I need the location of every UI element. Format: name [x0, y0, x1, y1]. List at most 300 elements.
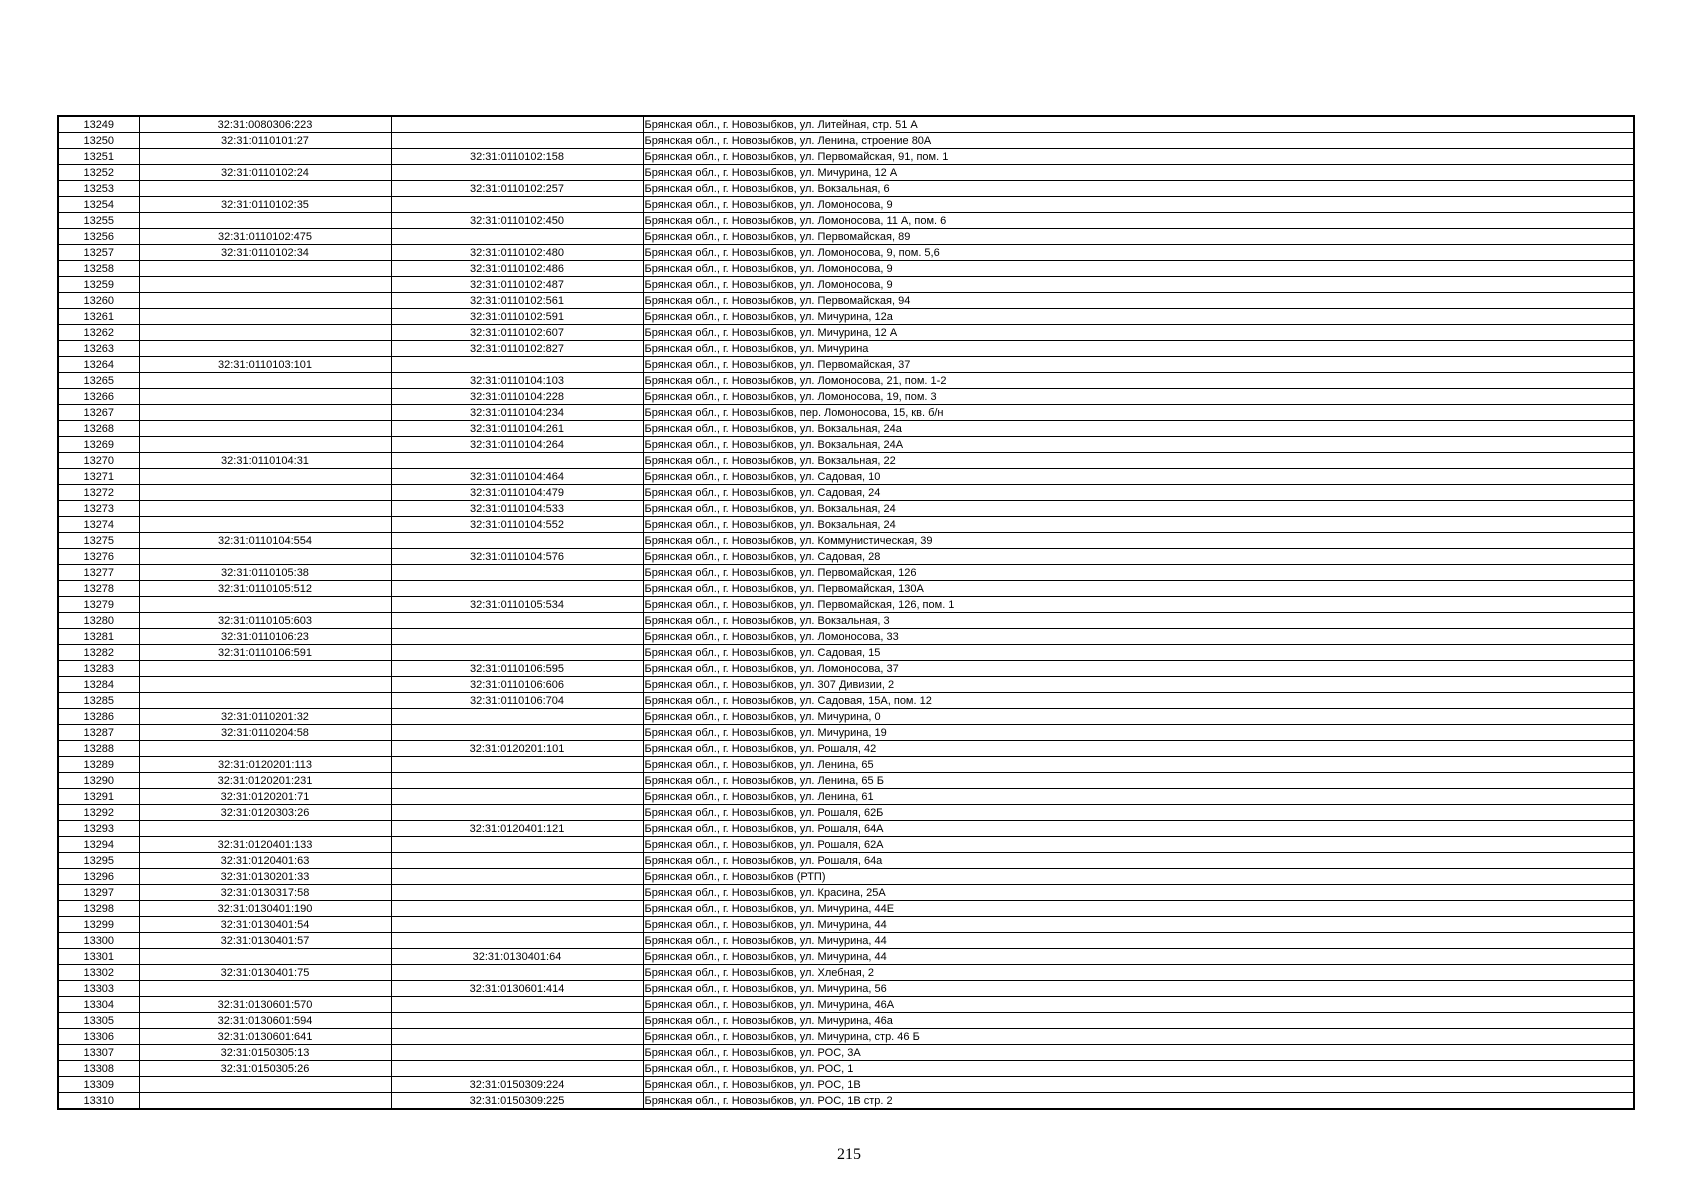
table-row — [58, 229, 1634, 245]
address-cell: Брянская обл., г. Новозыбков, ул. Садовая, 28 — [643, 549, 1634, 565]
cadastral-number-cell — [139, 485, 391, 501]
address-cell: Брянская обл., г. Новозыбков, ул. Первомайская, 91, пом. 1 — [643, 149, 1634, 165]
cadastral-number-2-cell — [391, 357, 643, 373]
row-number-cell: 13255 — [58, 213, 139, 229]
cadastral-number-2-cell — [391, 869, 643, 885]
table-row — [58, 869, 1634, 885]
table-row — [58, 293, 1634, 309]
row-number-cell: 13266 — [58, 389, 139, 405]
row-number-cell: 13297 — [58, 885, 139, 901]
row-number-cell: 13268 — [58, 421, 139, 437]
address-cell: Брянская обл., г. Новозыбков, ул. Вокзальная, 6 — [643, 181, 1634, 197]
cadastral-number-2-cell: 32:31:0110102:480 — [391, 245, 643, 261]
cadastral-number-cell — [139, 549, 391, 565]
table-row — [58, 725, 1634, 741]
cadastral-number-cell — [139, 373, 391, 389]
row-number-cell: 13269 — [58, 437, 139, 453]
cadastral-number-cell: 32:31:0130401:57 — [139, 933, 391, 949]
row-number-cell: 13290 — [58, 773, 139, 789]
address-cell: Брянская обл., г. Новозыбков, ул. Мичурина, стр. 46 Б — [643, 1029, 1634, 1045]
registry-table — [57, 115, 1635, 1110]
address-cell: Брянская обл., г. Новозыбков (РТП) — [643, 869, 1634, 885]
row-number-cell: 13271 — [58, 469, 139, 485]
cadastral-number-cell: 32:31:0110201:32 — [139, 709, 391, 725]
table-row — [58, 213, 1634, 229]
cadastral-number-cell — [139, 501, 391, 517]
cadastral-number-cell — [139, 309, 391, 325]
table-row — [58, 885, 1634, 901]
address-cell: Брянская обл., г. Новозыбков, ул. Ленина, 65 — [643, 757, 1634, 773]
row-number-cell: 13256 — [58, 229, 139, 245]
table-row — [58, 1061, 1634, 1077]
table-row — [58, 821, 1634, 837]
cadastral-number-2-cell: 32:31:0120401:121 — [391, 821, 643, 837]
table-row — [58, 645, 1634, 661]
address-cell: Брянская обл., г. Новозыбков, ул. Красина, 25А — [643, 885, 1634, 901]
cadastral-number-cell — [139, 149, 391, 165]
address-cell: Брянская обл., г. Новозыбков, ул. Мичурина, 12 А — [643, 325, 1634, 341]
cadastral-number-2-cell: 32:31:0150309:224 — [391, 1077, 643, 1093]
row-number-cell: 13301 — [58, 949, 139, 965]
cadastral-number-2-cell — [391, 565, 643, 581]
table-row — [58, 1013, 1634, 1029]
cadastral-number-2-cell: 32:31:0110106:595 — [391, 661, 643, 677]
row-number-cell: 13267 — [58, 405, 139, 421]
cadastral-number-cell: 32:31:0120303:26 — [139, 805, 391, 821]
cadastral-number-2-cell: 32:31:0150309:225 — [391, 1093, 643, 1110]
address-cell: Брянская обл., г. Новозыбков, ул. Ломоносова, 33 — [643, 629, 1634, 645]
cadastral-number-2-cell — [391, 229, 643, 245]
cadastral-number-cell: 32:31:0150305:26 — [139, 1061, 391, 1077]
table-row — [58, 981, 1634, 997]
table-row — [58, 261, 1634, 277]
address-cell: Брянская обл., г. Новозыбков, ул. РОС, 1 — [643, 1061, 1634, 1077]
table-row — [58, 421, 1634, 437]
row-number-cell: 13277 — [58, 565, 139, 581]
cadastral-number-2-cell: 32:31:0110106:704 — [391, 693, 643, 709]
address-cell: Брянская обл., г. Новозыбков, ул. Садовая, 15А, пом. 12 — [643, 693, 1634, 709]
cadastral-number-2-cell: 32:31:0110104:464 — [391, 469, 643, 485]
cadastral-number-cell: 32:31:0110105:603 — [139, 613, 391, 629]
cadastral-number-cell: 32:31:0120401:63 — [139, 853, 391, 869]
address-cell: Брянская обл., г. Новозыбков, ул. Ленина, 61 — [643, 789, 1634, 805]
table-row — [58, 165, 1634, 181]
cadastral-number-cell — [139, 677, 391, 693]
row-number-cell: 13307 — [58, 1045, 139, 1061]
cadastral-number-2-cell — [391, 613, 643, 629]
cadastral-number-cell — [139, 277, 391, 293]
address-cell: Брянская обл., г. Новозыбков, ул. Вокзальная, 24а — [643, 421, 1634, 437]
row-number-cell: 13279 — [58, 597, 139, 613]
cadastral-number-cell: 32:31:0130201:33 — [139, 869, 391, 885]
cadastral-number-cell — [139, 293, 391, 309]
cadastral-number-cell — [139, 181, 391, 197]
cadastral-number-cell: 32:31:0110101:27 — [139, 133, 391, 149]
address-cell: Брянская обл., г. Новозыбков, ул. Рошаля, 62Б — [643, 805, 1634, 821]
address-cell: Брянская обл., г. Новозыбков, ул. Ленина, 65 Б — [643, 773, 1634, 789]
row-number-cell: 13282 — [58, 645, 139, 661]
table-row — [58, 389, 1634, 405]
cadastral-number-2-cell: 32:31:0110104:234 — [391, 405, 643, 421]
table-row — [58, 709, 1634, 725]
row-number-cell: 13258 — [58, 261, 139, 277]
table-row — [58, 277, 1634, 293]
cadastral-number-cell: 32:31:0110204:58 — [139, 725, 391, 741]
address-cell: Брянская обл., г. Новозыбков, ул. Ломоносова, 9 — [643, 261, 1634, 277]
cadastral-number-cell — [139, 517, 391, 533]
cadastral-number-2-cell: 32:31:0110104:479 — [391, 485, 643, 501]
row-number-cell: 13286 — [58, 709, 139, 725]
row-number-cell: 13261 — [58, 309, 139, 325]
cadastral-number-cell: 32:31:0110102:34 — [139, 245, 391, 261]
cadastral-number-cell: 32:31:0110103:101 — [139, 357, 391, 373]
row-number-cell: 13294 — [58, 837, 139, 853]
table-row — [58, 1077, 1634, 1093]
address-cell: Брянская обл., г. Новозыбков, ул. Рошаля, 42 — [643, 741, 1634, 757]
table-row — [58, 133, 1634, 149]
cadastral-number-2-cell — [391, 901, 643, 917]
row-number-cell: 13280 — [58, 613, 139, 629]
cadastral-number-cell — [139, 389, 391, 405]
table-row — [58, 677, 1634, 693]
row-number-cell: 13257 — [58, 245, 139, 261]
cadastral-number-2-cell: 32:31:0110104:261 — [391, 421, 643, 437]
cadastral-number-2-cell: 32:31:0110102:487 — [391, 277, 643, 293]
table-row — [58, 469, 1634, 485]
address-cell: Брянская обл., г. Новозыбков, ул. Вокзальная, 24 — [643, 517, 1634, 533]
address-cell: Брянская обл., г. Новозыбков, ул. Мичурина, 46А — [643, 997, 1634, 1013]
row-number-cell: 13308 — [58, 1061, 139, 1077]
address-cell: Брянская обл., г. Новозыбков, ул. Ломоносова, 9 — [643, 197, 1634, 213]
table-row — [58, 901, 1634, 917]
cadastral-number-2-cell — [391, 725, 643, 741]
table-row — [58, 245, 1634, 261]
cadastral-number-cell: 32:31:0150305:13 — [139, 1045, 391, 1061]
cadastral-number-cell: 32:31:0120201:231 — [139, 773, 391, 789]
address-cell: Брянская обл., г. Новозыбков, ул. Мичурина, 44 — [643, 917, 1634, 933]
address-cell: Брянская обл., г. Новозыбков, ул. Рошаля, 64А — [643, 821, 1634, 837]
table-row — [58, 453, 1634, 469]
row-number-cell: 13275 — [58, 533, 139, 549]
cadastral-number-cell — [139, 821, 391, 837]
cadastral-number-cell: 32:31:0110106:591 — [139, 645, 391, 661]
address-cell: Брянская обл., г. Новозыбков, ул. Мичурина — [643, 341, 1634, 357]
table-row — [58, 357, 1634, 373]
address-cell: Брянская обл., г. Новозыбков, ул. Садовая, 10 — [643, 469, 1634, 485]
cadastral-number-2-cell — [391, 837, 643, 853]
cadastral-number-cell: 32:31:0130317:58 — [139, 885, 391, 901]
cadastral-number-2-cell — [391, 1061, 643, 1077]
cadastral-number-2-cell — [391, 853, 643, 869]
row-number-cell: 13295 — [58, 853, 139, 869]
row-number-cell: 13263 — [58, 341, 139, 357]
address-cell: Брянская обл., г. Новозыбков, ул. Мичурина, 12а — [643, 309, 1634, 325]
address-cell: Брянская обл., г. Новозыбков, ул. Ломоносова, 37 — [643, 661, 1634, 677]
table-row — [58, 757, 1634, 773]
table-row — [58, 597, 1634, 613]
cadastral-number-cell: 32:31:0080306:223 — [139, 116, 391, 133]
table-row — [58, 373, 1634, 389]
address-cell: Брянская обл., г. Новозыбков, ул. Мичурина, 46а — [643, 1013, 1634, 1029]
table-row — [58, 805, 1634, 821]
cadastral-number-2-cell: 32:31:0110102:450 — [391, 213, 643, 229]
table-row — [58, 325, 1634, 341]
cadastral-number-2-cell: 32:31:0110104:228 — [391, 389, 643, 405]
address-cell: Брянская обл., г. Новозыбков, ул. Мичурина, 44 — [643, 949, 1634, 965]
address-cell: Брянская обл., г. Новозыбков, ул. Мичурина, 44 — [643, 933, 1634, 949]
address-cell: Брянская обл., г. Новозыбков, ул. Первомайская, 89 — [643, 229, 1634, 245]
address-cell: Брянская обл., г. Новозыбков, ул. Ломоносова, 9 — [643, 277, 1634, 293]
cadastral-number-cell: 32:31:0110102:475 — [139, 229, 391, 245]
cadastral-number-2-cell — [391, 885, 643, 901]
cadastral-number-2-cell: 32:31:0130401:64 — [391, 949, 643, 965]
row-number-cell: 13259 — [58, 277, 139, 293]
cadastral-number-cell — [139, 437, 391, 453]
cadastral-number-2-cell — [391, 165, 643, 181]
table-row — [58, 197, 1634, 213]
cadastral-number-2-cell: 32:31:0110104:552 — [391, 517, 643, 533]
cadastral-number-cell: 32:31:0120201:113 — [139, 757, 391, 773]
cadastral-number-cell: 32:31:0120201:71 — [139, 789, 391, 805]
table-row — [58, 309, 1634, 325]
address-cell: Брянская обл., г. Новозыбков, ул. Ломоносова, 11 А, пом. 6 — [643, 213, 1634, 229]
cadastral-number-cell — [139, 421, 391, 437]
cadastral-number-2-cell: 32:31:0110102:561 — [391, 293, 643, 309]
row-number-cell: 13254 — [58, 197, 139, 213]
address-cell: Брянская обл., г. Новозыбков, ул. РОС, 1В — [643, 1077, 1634, 1093]
address-cell: Брянская обл., г. Новозыбков, ул. Ломоносова, 21, пом. 1-2 — [643, 373, 1634, 389]
row-number-cell: 13283 — [58, 661, 139, 677]
cadastral-number-2-cell: 32:31:0110104:576 — [391, 549, 643, 565]
row-number-cell: 13298 — [58, 901, 139, 917]
row-number-cell: 13265 — [58, 373, 139, 389]
table-row — [58, 789, 1634, 805]
address-cell: Брянская обл., г. Новозыбков, ул. Хлебная, 2 — [643, 965, 1634, 981]
row-number-cell: 13285 — [58, 693, 139, 709]
cadastral-number-cell — [139, 661, 391, 677]
cadastral-number-cell — [139, 693, 391, 709]
row-number-cell: 13287 — [58, 725, 139, 741]
cadastral-number-cell — [139, 469, 391, 485]
address-cell: Брянская обл., г. Новозыбков, ул. Ломоносова, 19, пом. 3 — [643, 389, 1634, 405]
address-cell: Брянская обл., г. Новозыбков, ул. Мичурина, 0 — [643, 709, 1634, 725]
cadastral-number-cell: 32:31:0110105:512 — [139, 581, 391, 597]
address-cell: Брянская обл., г. Новозыбков, ул. Садовая, 24 — [643, 485, 1634, 501]
table-row — [58, 837, 1634, 853]
table-row — [58, 997, 1634, 1013]
row-number-cell: 13293 — [58, 821, 139, 837]
cadastral-number-2-cell — [391, 757, 643, 773]
cadastral-number-2-cell: 32:31:0110106:606 — [391, 677, 643, 693]
table-row — [58, 485, 1634, 501]
address-cell: Брянская обл., г. Новозыбков, ул. Первомайская, 126 — [643, 565, 1634, 581]
row-number-cell: 13249 — [58, 116, 139, 133]
table-row — [58, 661, 1634, 677]
row-number-cell: 13289 — [58, 757, 139, 773]
cadastral-number-2-cell — [391, 197, 643, 213]
cadastral-number-2-cell — [391, 917, 643, 933]
cadastral-number-2-cell: 32:31:0110104:103 — [391, 373, 643, 389]
cadastral-number-2-cell: 32:31:0120201:101 — [391, 741, 643, 757]
cadastral-number-cell: 32:31:0110104:554 — [139, 533, 391, 549]
cadastral-number-cell: 32:31:0130601:570 — [139, 997, 391, 1013]
row-number-cell: 13273 — [58, 501, 139, 517]
table-row — [58, 741, 1634, 757]
cadastral-number-cell: 32:31:0130601:594 — [139, 1013, 391, 1029]
cadastral-number-cell: 32:31:0110104:31 — [139, 453, 391, 469]
table-row — [58, 405, 1634, 421]
address-cell: Брянская обл., г. Новозыбков, ул. Вокзальная, 24А — [643, 437, 1634, 453]
row-number-cell: 13260 — [58, 293, 139, 309]
cadastral-number-2-cell — [391, 453, 643, 469]
cadastral-number-2-cell: 32:31:0110102:486 — [391, 261, 643, 277]
cadastral-number-2-cell: 32:31:0110104:264 — [391, 437, 643, 453]
cadastral-number-cell: 32:31:0130401:190 — [139, 901, 391, 917]
cadastral-number-2-cell — [391, 116, 643, 133]
row-number-cell: 13278 — [58, 581, 139, 597]
table-row — [58, 533, 1634, 549]
cadastral-number-cell: 32:31:0120401:133 — [139, 837, 391, 853]
cadastral-number-cell — [139, 1093, 391, 1110]
cadastral-number-cell: 32:31:0110102:24 — [139, 165, 391, 181]
address-cell: Брянская обл., г. Новозыбков, ул. Ломоносова, 9, пом. 5,6 — [643, 245, 1634, 261]
cadastral-number-2-cell: 32:31:0110105:534 — [391, 597, 643, 613]
table-row — [58, 949, 1634, 965]
table-row — [58, 917, 1634, 933]
table-row — [58, 517, 1634, 533]
cadastral-number-cell — [139, 213, 391, 229]
address-cell: Брянская обл., г. Новозыбков, ул. Вокзальная, 24 — [643, 501, 1634, 517]
address-cell: Брянская обл., г. Новозыбков, ул. Вокзальная, 3 — [643, 613, 1634, 629]
table-row — [58, 1029, 1634, 1045]
cadastral-number-2-cell — [391, 629, 643, 645]
cadastral-number-cell — [139, 341, 391, 357]
cadastral-number-2-cell — [391, 789, 643, 805]
table-row — [58, 437, 1634, 453]
table-row — [58, 965, 1634, 981]
cadastral-number-cell: 32:31:0130601:641 — [139, 1029, 391, 1045]
cadastral-number-cell — [139, 405, 391, 421]
row-number-cell: 13272 — [58, 485, 139, 501]
table-row — [58, 149, 1634, 165]
table-row — [58, 773, 1634, 789]
cadastral-number-2-cell: 32:31:0110102:607 — [391, 325, 643, 341]
table-row — [58, 181, 1634, 197]
row-number-cell: 13281 — [58, 629, 139, 645]
row-number-cell: 13274 — [58, 517, 139, 533]
row-number-cell: 13292 — [58, 805, 139, 821]
address-cell: Брянская обл., г. Новозыбков, пер. Ломоносова, 15, кв. б/н — [643, 405, 1634, 421]
cadastral-number-cell: 32:31:0110105:38 — [139, 565, 391, 581]
cadastral-number-2-cell — [391, 805, 643, 821]
address-cell: Брянская обл., г. Новозыбков, ул. Рошаля, 64а — [643, 853, 1634, 869]
row-number-cell: 13264 — [58, 357, 139, 373]
row-number-cell: 13284 — [58, 677, 139, 693]
row-number-cell: 13303 — [58, 981, 139, 997]
row-number-cell: 13262 — [58, 325, 139, 341]
page-number: 215 — [837, 1146, 861, 1163]
cadastral-number-2-cell — [391, 965, 643, 981]
table-row — [58, 565, 1634, 581]
cadastral-number-2-cell: 32:31:0110102:827 — [391, 341, 643, 357]
row-number-cell: 13253 — [58, 181, 139, 197]
cadastral-number-cell — [139, 325, 391, 341]
cadastral-number-2-cell — [391, 133, 643, 149]
cadastral-number-2-cell — [391, 1045, 643, 1061]
address-cell: Брянская обл., г. Новозыбков, ул. Первомайская, 37 — [643, 357, 1634, 373]
cadastral-number-2-cell — [391, 1029, 643, 1045]
address-cell: Брянская обл., г. Новозыбков, ул. Первомайская, 94 — [643, 293, 1634, 309]
table-row — [58, 613, 1634, 629]
address-cell: Брянская обл., г. Новозыбков, ул. РОС, 1В стр. 2 — [643, 1093, 1634, 1110]
cadastral-number-2-cell: 32:31:0110104:533 — [391, 501, 643, 517]
address-cell: Брянская обл., г. Новозыбков, ул. Ленина, строение 80А — [643, 133, 1634, 149]
cadastral-number-cell: 32:31:0110106:23 — [139, 629, 391, 645]
table-row — [58, 549, 1634, 565]
address-cell: Брянская обл., г. Новозыбков, ул. Садовая, 15 — [643, 645, 1634, 661]
row-number-cell: 13270 — [58, 453, 139, 469]
row-number-cell: 13288 — [58, 741, 139, 757]
row-number-cell: 13302 — [58, 965, 139, 981]
address-cell: Брянская обл., г. Новозыбков, ул. Рошаля, 62А — [643, 837, 1634, 853]
address-cell: Брянская обл., г. Новозыбков, ул. Литейная, стр. 51 А — [643, 116, 1634, 133]
table-row — [58, 1093, 1634, 1110]
cadastral-number-cell — [139, 1077, 391, 1093]
address-cell: Брянская обл., г. Новозыбков, ул. Первомайская, 126, пом. 1 — [643, 597, 1634, 613]
row-number-cell: 13309 — [58, 1077, 139, 1093]
row-number-cell: 13276 — [58, 549, 139, 565]
row-number-cell: 13296 — [58, 869, 139, 885]
address-cell: Брянская обл., г. Новозыбков, ул. Вокзальная, 22 — [643, 453, 1634, 469]
cadastral-number-cell — [139, 597, 391, 613]
row-number-cell: 13252 — [58, 165, 139, 181]
row-number-cell: 13305 — [58, 1013, 139, 1029]
row-number-cell: 13299 — [58, 917, 139, 933]
cadastral-number-2-cell — [391, 581, 643, 597]
cadastral-number-cell: 32:31:0130401:54 — [139, 917, 391, 933]
address-cell: Брянская обл., г. Новозыбков, ул. Коммунистическая, 39 — [643, 533, 1634, 549]
cadastral-number-cell — [139, 981, 391, 997]
row-number-cell: 13250 — [58, 133, 139, 149]
address-cell: Брянская обл., г. Новозыбков, ул. 307 Дивизии, 2 — [643, 677, 1634, 693]
cadastral-number-cell: 32:31:0110102:35 — [139, 197, 391, 213]
cadastral-number-2-cell — [391, 645, 643, 661]
cadastral-number-2-cell — [391, 773, 643, 789]
table-row — [58, 1045, 1634, 1061]
address-cell: Брянская обл., г. Новозыбков, ул. Мичурина, 44Е — [643, 901, 1634, 917]
cadastral-number-2-cell — [391, 533, 643, 549]
row-number-cell: 13310 — [58, 1093, 139, 1110]
row-number-cell: 13304 — [58, 997, 139, 1013]
cadastral-number-cell: 32:31:0130401:75 — [139, 965, 391, 981]
address-cell: Брянская обл., г. Новозыбков, ул. Мичурина, 19 — [643, 725, 1634, 741]
address-cell: Брянская обл., г. Новозыбков, ул. Первомайская, 130А — [643, 581, 1634, 597]
row-number-cell: 13251 — [58, 149, 139, 165]
table-row — [58, 501, 1634, 517]
address-cell: Брянская обл., г. Новозыбков, ул. Мичурина, 12 А — [643, 165, 1634, 181]
cadastral-number-cell — [139, 741, 391, 757]
table-row — [58, 933, 1634, 949]
table-row — [58, 853, 1634, 869]
table-row — [58, 341, 1634, 357]
cadastral-number-2-cell: 32:31:0110102:591 — [391, 309, 643, 325]
table-row — [58, 581, 1634, 597]
registry-table-body — [58, 116, 1634, 1109]
cadastral-number-2-cell: 32:31:0110102:158 — [391, 149, 643, 165]
table-row — [58, 693, 1634, 709]
row-number-cell: 13306 — [58, 1029, 139, 1045]
address-cell: Брянская обл., г. Новозыбков, ул. РОС, 3А — [643, 1045, 1634, 1061]
